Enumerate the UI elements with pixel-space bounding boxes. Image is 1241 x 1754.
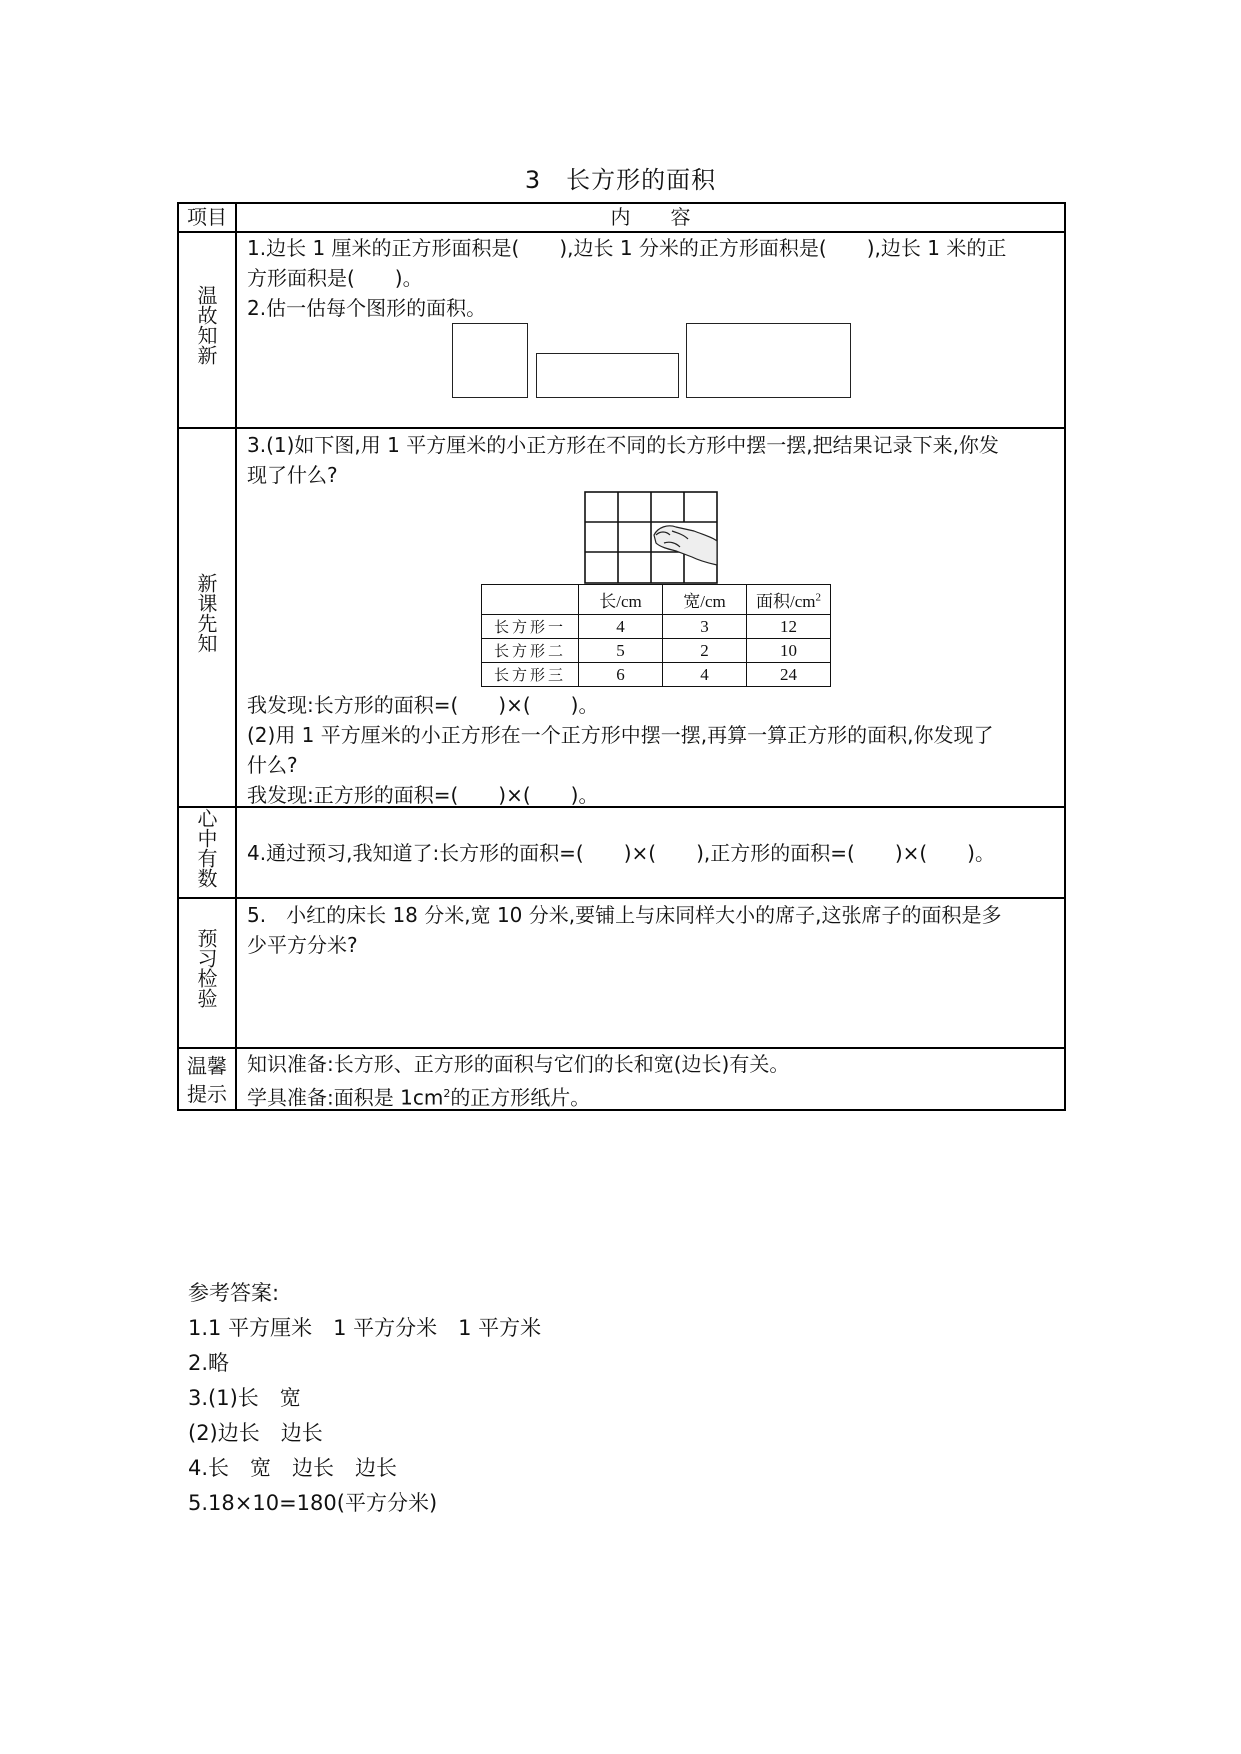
- table-cell: 长方形一: [482, 615, 579, 639]
- section-label-knowing: 心中有数: [194, 808, 218, 888]
- estimate-shape-square: [452, 323, 528, 398]
- page-title: 3 长方形的面积: [524, 166, 717, 194]
- table-cell: 6: [579, 663, 663, 687]
- question-5-line1: 5. 小红的床长 18 分米,宽 10 分米,要铺上与床同样大小的席子,这张席子的面积是多: [247, 903, 1002, 927]
- tip-materials-post: 的正方形纸片。: [450, 1085, 591, 1110]
- question-1-line2: 方形面积是( )。: [247, 266, 423, 290]
- answer-line: 2.略: [188, 1351, 230, 1375]
- table-cell: 长方形二: [482, 639, 579, 663]
- newlesson-findings: [247, 690, 993, 810]
- header-content: 内 容: [610, 205, 691, 229]
- answer-line: 3.(1)长 宽: [188, 1386, 301, 1410]
- question-5-line2: 少平方分米?: [247, 933, 358, 957]
- answer-section: [188, 1276, 541, 1521]
- table-row: [482, 615, 831, 639]
- finding-square: 我发现:正方形的面积=( )×( )。: [247, 783, 599, 807]
- tips-content: [247, 1050, 789, 1113]
- question-3b-line2: 什么?: [247, 753, 298, 777]
- record-table: [481, 584, 831, 687]
- table-header-cell: 宽/cm: [663, 585, 747, 615]
- section-label-tips: [179, 1052, 235, 1108]
- tip-materials-sup: 2: [443, 1087, 451, 1100]
- question-3b-line1: (2)用 1 平方厘米的小正方形在一个正方形中摆一摆,再算一算正方形的面积,你发现了: [247, 723, 994, 747]
- question-3-line2: 现了什么?: [247, 463, 338, 487]
- section-label-newlesson: 新课先知: [194, 573, 218, 653]
- question-2: 2.估一估每个图形的面积。: [247, 296, 487, 320]
- section-label-review: 温故知新: [194, 285, 218, 365]
- question-1-line1: 1.边长 1 厘米的正方形面积是( ),边长 1 分米的正方形面积是( ),边长 1 米的正: [247, 236, 1007, 260]
- table-row: [482, 663, 831, 687]
- finding-rectangle: 我发现:长方形的面积=( )×( )。: [247, 693, 599, 717]
- table-row: [482, 639, 831, 663]
- table-header-row: [482, 585, 831, 615]
- table-cell: 5: [579, 639, 663, 663]
- answer-line: 4.长 宽 边长 边长: [188, 1456, 398, 1480]
- tile-grid-illustration: [584, 491, 720, 585]
- header-project: 项目: [187, 205, 227, 229]
- section-label-check: 预习检验: [194, 928, 218, 1008]
- table-cell: 4: [663, 663, 747, 687]
- answer-line: 1.1 平方厘米 1 平方分米 1 平方米: [188, 1316, 542, 1340]
- table-cell: 2: [663, 639, 747, 663]
- estimate-shape-long-rectangle: [536, 353, 679, 398]
- check-content: [247, 900, 1001, 960]
- table-cell: 12: [747, 615, 831, 639]
- question-3-line1: 3.(1)如下图,用 1 平方厘米的小正方形在不同的长方形中摆一摆,把结果记录下来,你发: [247, 433, 999, 457]
- table-header-cell: 长/cm: [579, 585, 663, 615]
- tip-materials: [247, 1079, 789, 1113]
- table-cell: 10: [747, 639, 831, 663]
- review-content: [247, 233, 1006, 323]
- answer-line: (2)边长 边长: [188, 1421, 323, 1445]
- newlesson-question3: [247, 430, 999, 490]
- table-cell: 长方形三: [482, 663, 579, 687]
- tip-materials-pre: 学具准备:面积是 1cm: [247, 1085, 444, 1110]
- table-cell: 24: [747, 663, 831, 687]
- table-header-cell: [482, 585, 579, 615]
- table-cell: 3: [663, 615, 747, 639]
- answer-line: 5.18×10=180(平方分米): [188, 1491, 438, 1515]
- tips-label-line2: 提示: [187, 1082, 227, 1106]
- table-header-cell: 面积$/cm^2$: [747, 585, 831, 615]
- answer-heading: 参考答案:: [188, 1281, 280, 1305]
- tips-label-line1: 温馨: [187, 1054, 227, 1078]
- question-4: 4.通过预习,我知道了:长方形的面积=( )×( ),正方形的面积=( )×( )。: [247, 841, 995, 865]
- tip-knowledge: 知识准备:长方形、正方形的面积与它们的长和宽(边长)有关。: [247, 1052, 790, 1076]
- estimate-shape-large-rectangle: [686, 323, 851, 398]
- hand-icon: [654, 526, 717, 565]
- table-cell: 4: [579, 615, 663, 639]
